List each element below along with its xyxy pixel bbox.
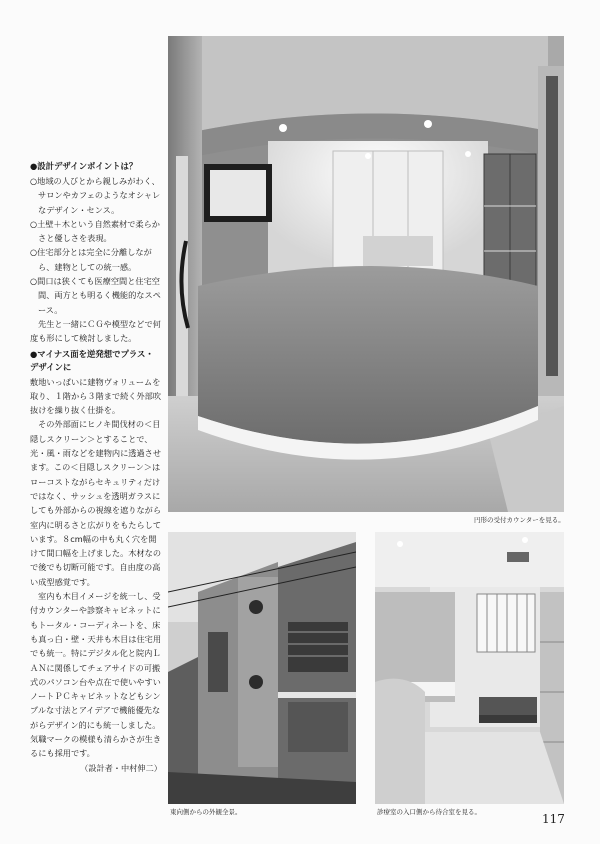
reception-counter-photo <box>168 36 564 512</box>
paragraph-screen: その外部面にヒノキ間伐材の＜目隠しスクリーン＞とすることで、光・風・雨などを建物内に透過させます。この＜目隠しスクリーン＞はローコストながらセキュリティだけではなく、サッシュを透明ガラスにしても外部からの視線を遮りながら室内に明るさと広がりをもたらしています。８cm幅の中も丸く穴を開けて間口幅を上げました。木材なので後でも切断可能です。自由度の高い成型感覚です。 <box>30 419 162 587</box>
bottom-left-caption: 東向側からの外観全景。 <box>170 808 242 816</box>
design-point-2: ○土壁＋木という自然素材で柔らかさと優しさを表現。 <box>30 218 160 244</box>
bottom-right-caption: 診療室の入口側から待合室を見る。 <box>377 808 481 816</box>
page-number: 117 <box>542 812 565 826</box>
design-point-1: ○地域の人びとから親しみがわく、サロンやカフェのようなオシャレなデザイン・センス。 <box>30 176 161 215</box>
paragraph-volume: 敷地いっぱいに建物ヴォリュームを取り、１階から３階まで続く外部吹抜けを繰り抜く仕掛を。 <box>30 376 162 416</box>
designer-credit: （設計者・中村伸二） <box>80 762 162 773</box>
design-points-heading: ●設計デザインポイントは？ <box>30 161 138 171</box>
paragraph-interior: 室内も木目イメージを統一し、受付カウンターや診察キャビネットにもトータル・コーディネートを、床も真っ白・壁・天井も木目は住宅用でも統一。特にデジタル化と院内ＬＡＮに関係してチェアサイドの可搬式のパソコン台や点在で使いやすいノートＰＣキャビネットなどもシンプルな寸法とアイデアで機能優先ながらデザイン的にも統一しました。気職マークの模様も清らかさが生きるにも採用です。 <box>30 591 162 759</box>
article-text-column <box>30 160 162 775</box>
design-point-3: ○住宅部分とは完全に分離しながら、建物としての統一感。 <box>30 247 152 272</box>
paragraph-cg-model: 先生と一緒にＣＧや模型などで何度も形にして検討しました。 <box>30 318 161 344</box>
exterior-photo <box>168 532 356 804</box>
design-point-4: ○間口は狭くても医療空間と住宅空間、両方とも明るく機能的なスペース。 <box>30 276 161 315</box>
top-photo-caption: 円形の受付カウンターを見る。 <box>474 516 565 524</box>
reverse-design-heading: ●マイナス面を逆発想でプラス・デザインに <box>30 348 154 372</box>
waiting-room-photo <box>375 532 564 804</box>
